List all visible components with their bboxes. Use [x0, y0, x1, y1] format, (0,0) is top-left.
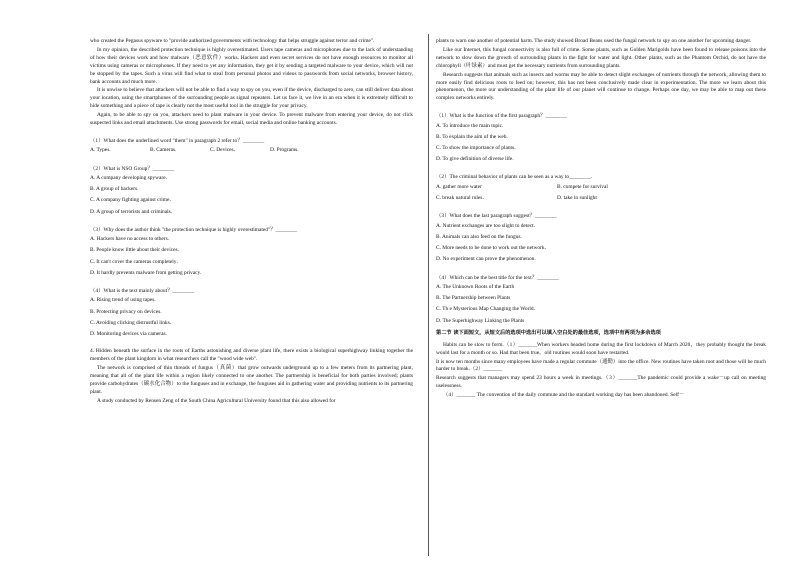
passage-paragraph: Habits can be slow to form.（1）_______When workers headed home during the first lockdown of March 2020，they probably thought the break would last for a month or so. Had that been true，old routines would soon have restarted.	[436, 341, 766, 356]
option: B. A group of hackers.	[90, 186, 139, 193]
question-options	[436, 193, 766, 204]
option: C. Th e Mysterious Map Changing the World．	[436, 306, 539, 313]
option: B. Cameras.	[150, 147, 177, 154]
option: D. Programs.	[270, 147, 299, 154]
right-column	[436, 38, 766, 401]
option: C. break natural rules．	[436, 195, 488, 202]
option: A. gather more water	[436, 183, 482, 190]
option: A. Rising trend of using tapes.	[90, 297, 156, 304]
question-stem: （1）What is the function of the first paragraph？________	[436, 113, 567, 120]
section-header: 第二节 读下面短文，从短文后的选项中选出可以填入空白处的最佳选项，选项中有两项为多余选项	[436, 329, 661, 336]
option: D. The Superhighway Linking the Plants	[436, 317, 525, 324]
option: D. To give definition of diverse life.	[436, 156, 514, 163]
passage-paragraph: A study conducted by Rensen Zeng of the South China Agricultural University found that this also allowed for	[97, 397, 336, 404]
option: B. People know little about their devices.	[90, 247, 179, 254]
passage-paragraph: The network is comprised of thin threads of fungus（真菌）that grow outwards underground up to a few meters from its partnering plant, meaning that all of the plant life within a region likely connected to one another. The partnership is beneficial for both parties involved; plants provide carbohydrates（碳水化合物）to the funguses and in exchange, the funguses aid in gathering water and providing nutrients to its partnering plant.	[90, 365, 413, 395]
question-stem: （2）What is NSO Group？________	[90, 165, 175, 172]
passage-paragraph: Research suggests that managers may spend 23 hours a week in meetings.（3）_______The pandemic could provide a wake－up call on meeting uselessness.	[436, 375, 766, 390]
option: D. Monitoring devices via cameras.	[90, 331, 167, 338]
option: B. Protecting privacy on devices.	[90, 308, 162, 315]
column-divider	[428, 34, 429, 556]
passage-paragraph: It is now ten months since many employees have made a regular commute（通勤）into the office. New routines have taken root and those will be much harder to break.（2）_______	[436, 358, 766, 373]
passage-paragraph: （4）_______ The convention of the daily commute and the standard working day has been abandoned. Self－	[443, 392, 685, 399]
option: B. To explain the aim of the web.	[436, 133, 508, 140]
question-stem: （4）Which can be the best title for the text？________	[436, 274, 559, 281]
question-stem: （3）What does the last paragraph suggest？________	[436, 213, 557, 220]
question-stem: （3）Why does the author think "the protection technique is highly overestimated"？________	[90, 226, 298, 233]
option: C. Avoiding clicking distrustful links．	[90, 319, 176, 326]
passage-paragraph: In my opinion, the described protection technique is highly overestimated. Users tape cameras and microphones due to the lack of understanding of how their devices work and how malware（恶意软件）works. Hackers and even secret services do not have enough resources to monitor all victims using cameras or microphones. If they need to yet any information, they get it by sending a targeted malware to your device, which will not be stopped by the tapes. Such a virus will find what to steal from personal photos and videos to passwords from social networks, browser history, bank accounts and much more.	[90, 46, 413, 85]
option: B. The Partnership between Plants	[436, 295, 511, 302]
passage-paragraph: It is unwise to believe that attackers will not be able to find a way to spy on you, even if the device, discharged to zero, can still deliver data about your location, using the smartphones of the surrounding people as signal repeaters. Let us face it, we live in an era when it is extremely difficult to hide something and a piece of tape is clearly not the most useful tool in the struggle for your privacy.	[90, 87, 413, 110]
option: A. The Unknown Roots of the Earth	[436, 283, 515, 290]
option: B. compete for survival	[557, 183, 608, 190]
option: A. Types.	[90, 147, 111, 154]
question-stem: （2）The criminal behavior of plants can be seen as a way to________.	[436, 174, 592, 181]
question-stem: （1）What does the underlined word "them" in paragraph 2 refer to？________	[90, 137, 265, 144]
option: A. To introduce the main topic.	[436, 122, 504, 129]
passage-paragraph: plants to warn one another of potential harm. The study showed Broad Beans used the fungal network to spy on one another for upcoming danger.	[436, 38, 752, 44]
passage-paragraph: Research suggests that animals such as insects and worms may be able to detect slight exchanges of nutrients through the network, allowing them to more easily find delicious roots to feed on; however, this has not been conclusively made clear in experimentation. The more we learn about this phenomenon, the more our understanding of the plant life of our planet will continue to change. Perhaps one day, we may be able to map out these complex networks entirely.	[436, 71, 766, 102]
option: A. Nutrient exchanges are too slight to detect.	[436, 222, 535, 229]
option: D. take in sunlight	[557, 195, 597, 202]
left-column	[90, 38, 413, 407]
option: D. It hardly prevents malware from getting privacy.	[90, 269, 202, 276]
passage-paragraph: Like our Internet, this fungal connectivity is also full of crime. Some plants, such as Golden Marigolds have been found to release poisons into the network to slow down the growth of surrounding plants in the fight for water and light. Other plants, such as the Phantom Orchid, do not have the chlorophyll（叶绿素）and must get the necessary nutrients from surrounding plants.	[436, 46, 766, 69]
question-options	[436, 182, 766, 193]
question-options	[90, 145, 413, 156]
passage-paragraph: 4. Hidden beneath the surface in the roots of Earths astonishing and diverse plant life, there exists a biological superhighway linking together the members of the plant kingdom in what researchers call the "wood wide web".	[90, 348, 413, 363]
option: D. A group of terrorists and criminals.	[90, 208, 173, 215]
option: B. Animals can also feed on the fungus.	[436, 233, 522, 240]
option: D. No experiment can prove the phenomenon.	[436, 256, 536, 263]
option: C. Devices．	[210, 147, 240, 154]
option: C. More needs to be done to work out the network．	[436, 245, 550, 252]
option: A. A company developing spyware.	[90, 174, 167, 181]
option: C. To show the importance of plants．	[436, 145, 520, 152]
option: C. It can't cover the cameras completely．	[90, 258, 182, 265]
passage-paragraph: Again, to be able to spy on you, attackers need to plant malware in your device. To prevent malware from entering your device, do not click suspected links and email attachments. Use strong passwords for email, social media and online banking accounts.	[90, 112, 413, 127]
option: A. Hackers have no access to others.	[90, 236, 170, 243]
question-stem: （4）What is the text mainly about？________	[90, 288, 195, 295]
option: C. A company fighting against crime．	[90, 197, 175, 204]
passage-paragraph: who created the Pegasus spyware to "provide authorized governments with technology that helps struggle against terror and crime".	[90, 38, 375, 44]
